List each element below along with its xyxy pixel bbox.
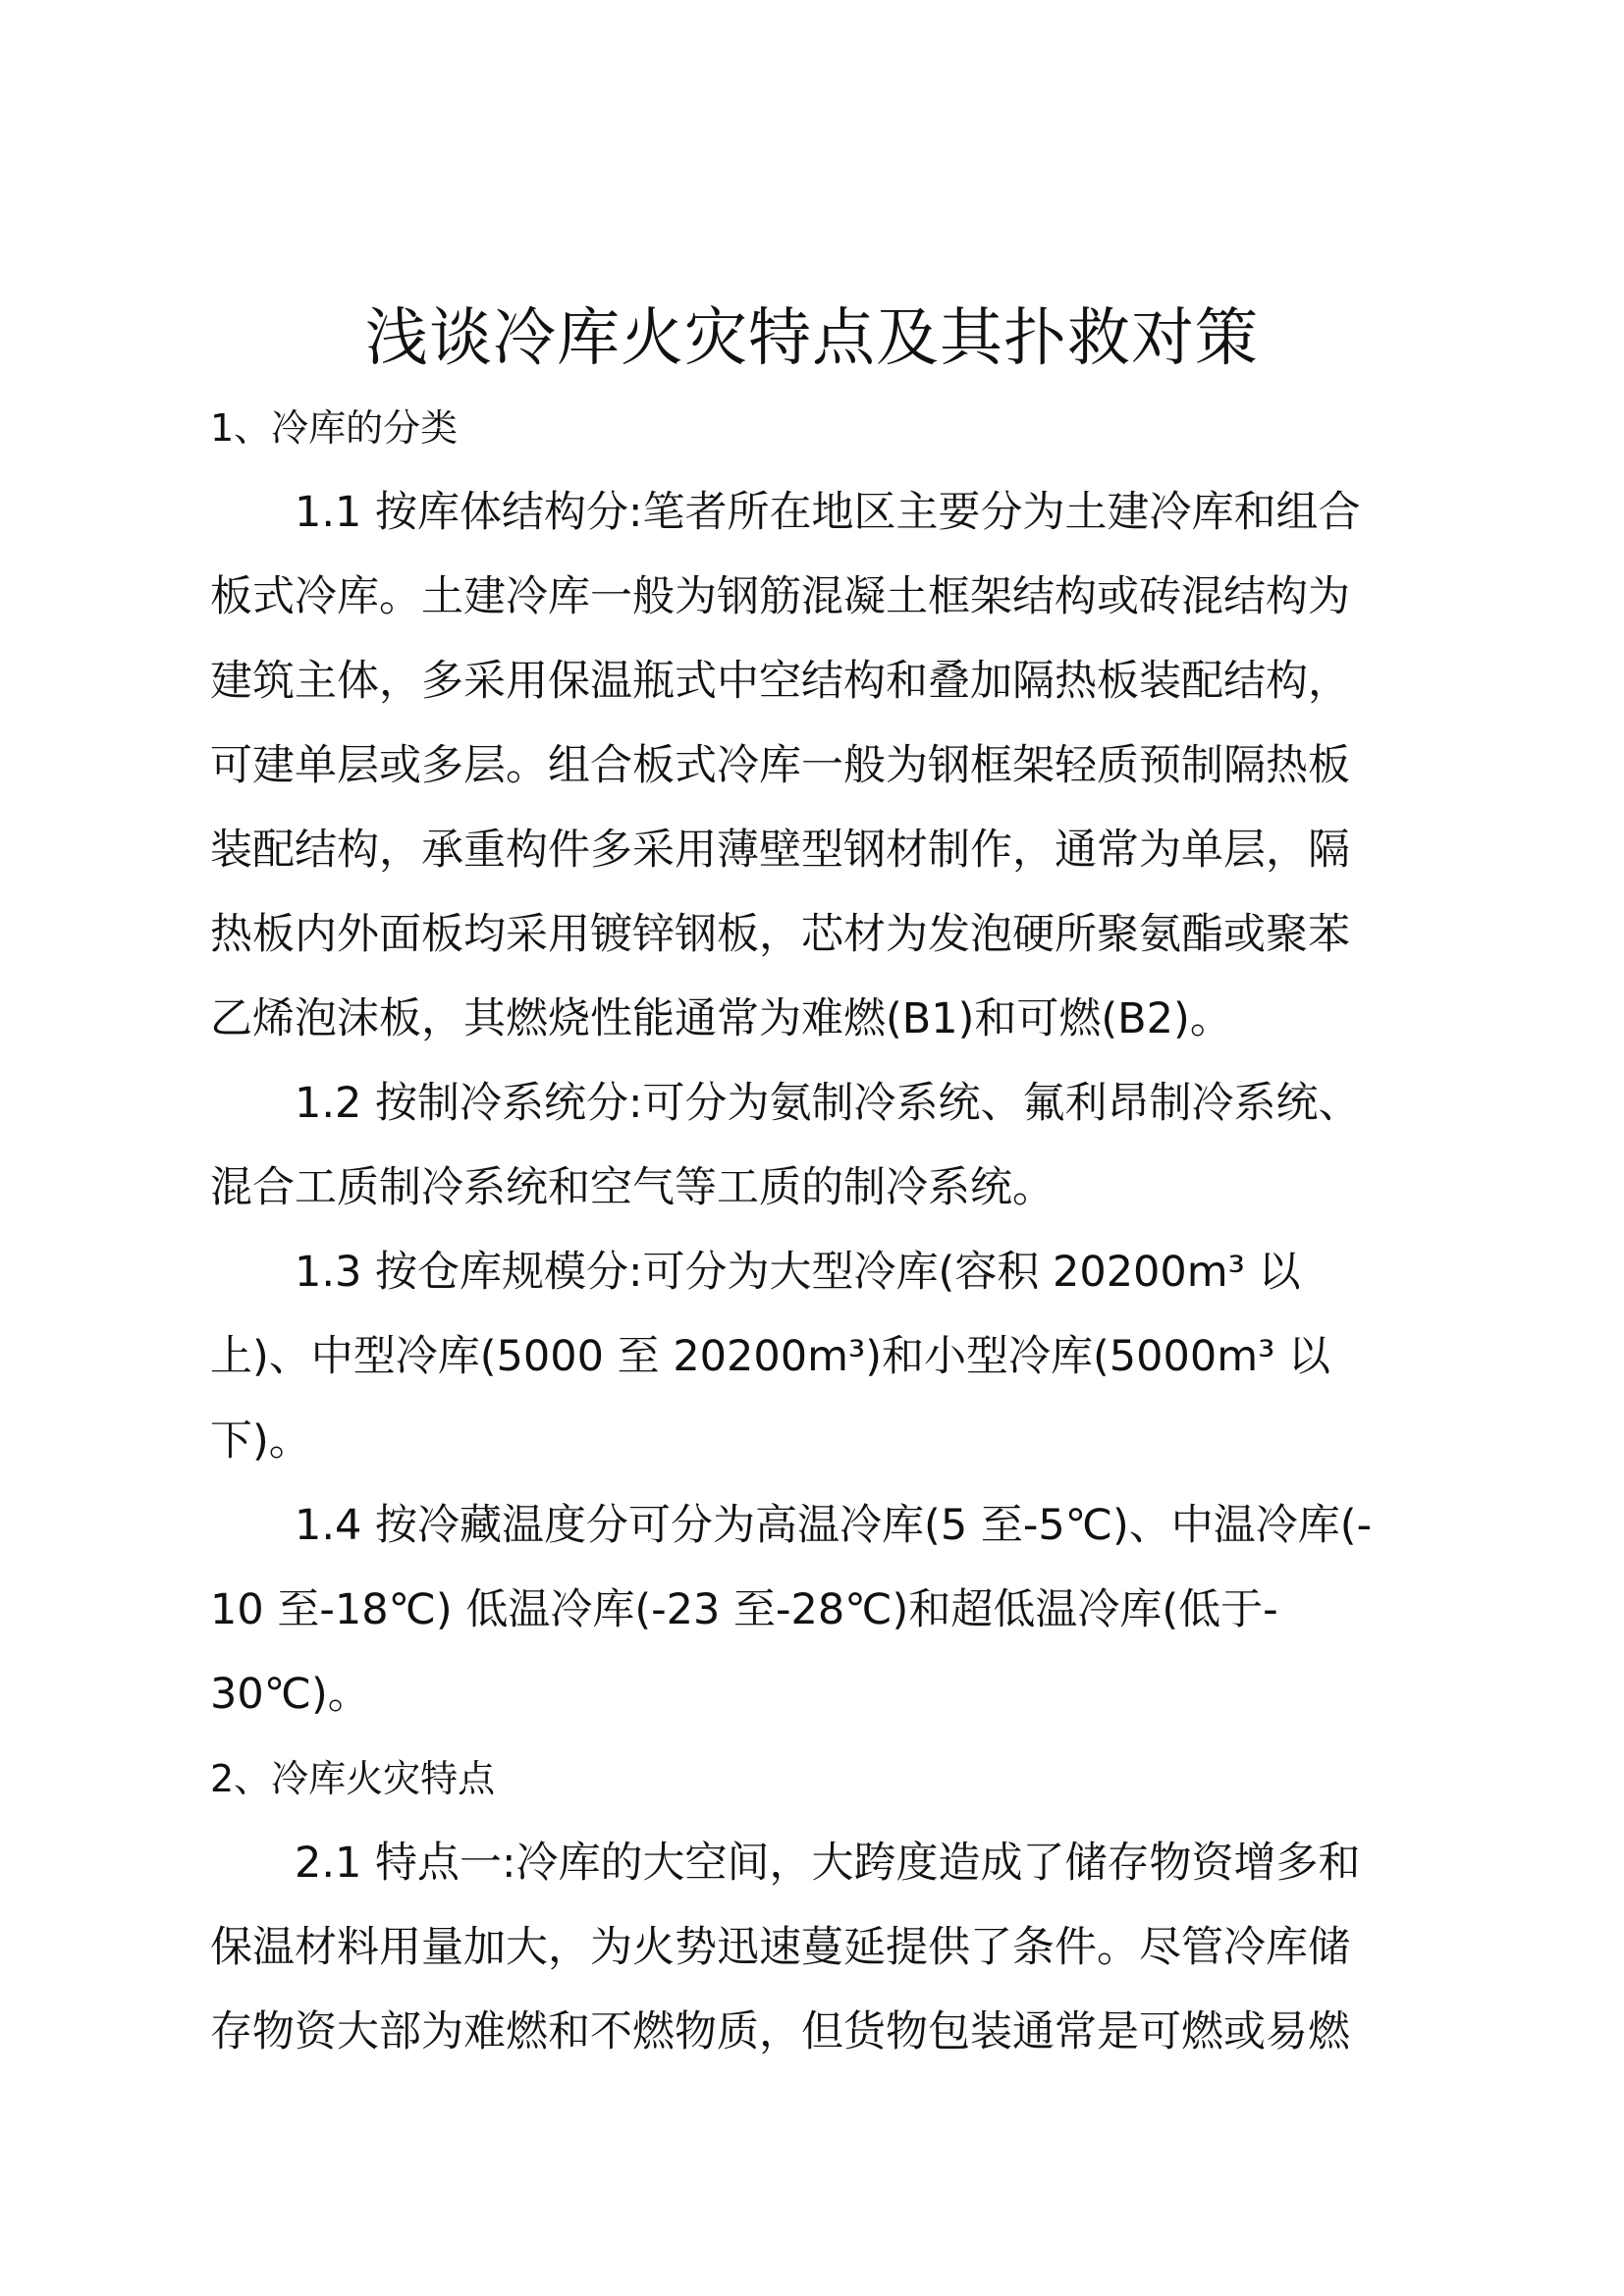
paragraph-line: 保温材料用量加大，为火势迅速蔓延提供了条件。尽管冷库储	[210, 1923, 1350, 1972]
paragraph-line: 1.2 按制冷系统分:可分为氨制冷系统、氟利昂制冷系统、	[210, 1079, 1361, 1128]
paragraph-line: 1.4 按冷藏温度分可分为高温冷库(5 至-5℃)、中温冷库(-	[210, 1501, 1373, 1550]
paragraph-line: 乙烯泡沫板，其燃烧性能通常为难燃(B1)和可燃(B2)。	[210, 994, 1232, 1043]
paragraph-line: 存物资大部为难燃和不燃物质，但货物包装通常是可燃或易燃	[210, 2007, 1350, 2056]
section-heading-1: 1、冷库的分类	[210, 406, 459, 450]
paragraph-line: 混合工质制冷系统和空气等工质的制冷系统。	[210, 1163, 1055, 1212]
paragraph-line: 可建单层或多层。组合板式冷库一般为钢框架轻质预制隔热板	[210, 741, 1350, 790]
paragraph-line: 热板内外面板均采用镀锌钢板，芯材为发泡硬所聚氨酯或聚苯	[210, 910, 1350, 959]
paragraph-line: 建筑主体，多采用保温瓶式中空结构和叠加隔热板装配结构，	[210, 657, 1350, 706]
paragraph-line: 下)。	[210, 1416, 311, 1466]
paragraph-line: 装配结构，承重构件多采用薄壁型钢材制作，通常为单层，隔	[210, 826, 1350, 875]
paragraph-line: 上)、中型冷库(5000 至 20200m³)和小型冷库(5000m³ 以	[210, 1332, 1331, 1381]
paragraph-line: 1.1 按库体结构分:笔者所在地区主要分为土建冷库和组合	[210, 488, 1361, 537]
paragraph-line: 30℃)。	[210, 1670, 370, 1719]
paragraph-line: 1.3 按仓库规模分:可分为大型冷库(容积 20200m³ 以	[210, 1248, 1301, 1297]
document-title: 浅谈冷库火灾特点及其扑救对策	[365, 302, 1259, 375]
paragraph-line: 2.1 特点一:冷库的大空间，大跨度造成了储存物资增多和	[210, 1839, 1361, 1888]
paragraph-line: 板式冷库。土建冷库一般为钢筋混凝土框架结构或砖混结构为	[210, 572, 1350, 621]
section-heading-2: 2、冷库火灾特点	[210, 1757, 496, 1800]
paragraph-line: 10 至-18℃) 低温冷库(-23 至-28℃)和超低温冷库(低于-	[210, 1585, 1278, 1634]
